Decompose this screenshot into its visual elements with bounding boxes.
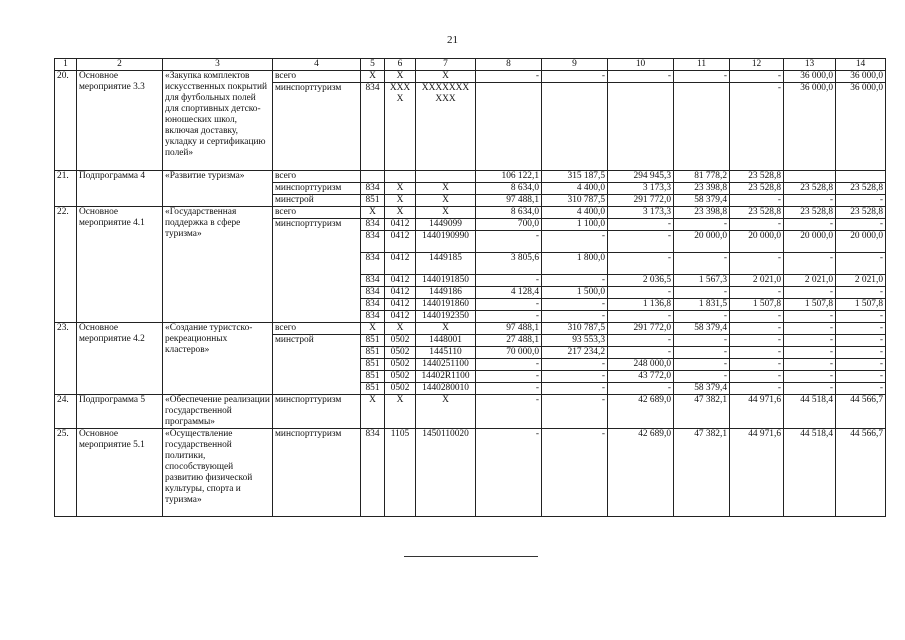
table-cell: 97 488,1 <box>476 323 542 335</box>
table-cell: 834 <box>361 183 385 195</box>
table-cell: - <box>674 347 730 359</box>
header-row <box>55 59 886 71</box>
table-cell: 2 021,0 <box>730 275 784 287</box>
table-cell: 24. <box>55 395 77 429</box>
table-cell: 0412 <box>385 253 416 275</box>
table-cell: X <box>416 183 476 195</box>
table-cell: - <box>674 371 730 383</box>
table-cell: - <box>608 335 674 347</box>
table-cell: 36 000,0 <box>784 83 836 171</box>
table-cell: - <box>730 371 784 383</box>
table-cell: - <box>476 231 542 253</box>
table-cell: - <box>730 83 784 171</box>
table-cell: - <box>674 219 730 231</box>
table-cell: 834 <box>361 299 385 311</box>
table-cell: X <box>416 195 476 207</box>
table-cell: - <box>730 253 784 275</box>
table-cell: минспорттуризм <box>273 183 361 195</box>
table-cell: - <box>476 71 542 83</box>
table-cell: - <box>784 335 836 347</box>
table-cell: 0412 <box>385 275 416 287</box>
table-cell: - <box>476 383 542 395</box>
column-header: 1 <box>55 59 77 71</box>
table-cell: Основное мероприятие 3.3 <box>77 71 163 171</box>
table-cell: X <box>385 183 416 195</box>
table-cell: 1105 <box>385 429 416 517</box>
table-cell: - <box>476 299 542 311</box>
table-cell: - <box>730 347 784 359</box>
table-cell: X <box>385 207 416 219</box>
table-cell <box>542 83 608 171</box>
table-cell: 1449099 <box>416 219 476 231</box>
column-header: 10 <box>608 59 674 71</box>
table-cell: 1440251100 <box>416 359 476 371</box>
table-cell: 851 <box>361 371 385 383</box>
table-cell: 27 488,1 <box>476 335 542 347</box>
table-cell: 4 400,0 <box>542 207 608 219</box>
table-cell: 310 787,5 <box>542 195 608 207</box>
table-cell: - <box>608 253 674 275</box>
table-cell: 4 128,4 <box>476 287 542 299</box>
table-cell: 23 528,8 <box>730 183 784 195</box>
table-cell: - <box>784 383 836 395</box>
table-row <box>55 207 886 219</box>
table-cell: 20 000,0 <box>674 231 730 253</box>
table-row <box>55 429 886 517</box>
table-cell: 106 122,1 <box>476 171 542 183</box>
table-cell: 1440280010 <box>416 383 476 395</box>
table-cell: - <box>674 335 730 347</box>
table-cell: - <box>542 71 608 83</box>
table-cell: X <box>416 71 476 83</box>
table-cell: - <box>674 311 730 323</box>
table-cell: 44 518,4 <box>784 395 836 429</box>
table-cell: 1448001 <box>416 335 476 347</box>
table-cell: - <box>542 311 608 323</box>
table-cell: всего <box>273 71 361 83</box>
table-cell: 93 553,3 <box>542 335 608 347</box>
table-cell: 20 000,0 <box>784 231 836 253</box>
table-cell: 2 021,0 <box>784 275 836 287</box>
table-cell: X <box>385 323 416 335</box>
table-cell: - <box>476 395 542 429</box>
table-cell: 70 000,0 <box>476 347 542 359</box>
table-cell: 0502 <box>385 335 416 347</box>
table-cell: - <box>836 335 886 347</box>
table-cell: 834 <box>361 253 385 275</box>
table-cell: 1449185 <box>416 253 476 275</box>
table-cell: минстрой <box>273 195 361 207</box>
table-cell: «Обеспечение реализации государственной программы» <box>163 395 273 429</box>
table-cell: 23 398,8 <box>674 207 730 219</box>
table-cell: 22. <box>55 207 77 323</box>
table-cell: 23 528,8 <box>836 183 886 195</box>
table-cell: 20. <box>55 71 77 171</box>
table-cell: минспорттуризм <box>273 395 361 429</box>
table-cell: 0412 <box>385 311 416 323</box>
table-cell: 1 800,0 <box>542 253 608 275</box>
table-cell: 0412 <box>385 287 416 299</box>
table-cell: 47 382,1 <box>674 395 730 429</box>
table-cell: 2 021,0 <box>836 275 886 287</box>
table-row <box>55 171 886 183</box>
table-cell: - <box>608 287 674 299</box>
table-cell: 14402R1100 <box>416 371 476 383</box>
table-cell: - <box>730 71 784 83</box>
table-cell: минспорттуризм <box>273 219 361 323</box>
column-header: 9 <box>542 59 608 71</box>
table-cell: X <box>361 395 385 429</box>
table-cell: - <box>476 359 542 371</box>
table-cell: - <box>608 383 674 395</box>
table-cell: 834 <box>361 219 385 231</box>
budget-table <box>54 58 886 517</box>
table-cell: 3 805,6 <box>476 253 542 275</box>
table-cell: минспорттуризм <box>273 83 361 171</box>
table-cell: 1450110020 <box>416 429 476 517</box>
table-cell: 2 036,5 <box>608 275 674 287</box>
table-cell: 1445110 <box>416 347 476 359</box>
table-cell: всего <box>273 171 361 183</box>
table-cell: - <box>730 383 784 395</box>
table-cell: 291 772,0 <box>608 323 674 335</box>
table-cell: 44 566,7 <box>836 429 886 517</box>
table-cell: X <box>385 395 416 429</box>
table-cell: 58 379,4 <box>674 383 730 395</box>
column-header: 2 <box>77 59 163 71</box>
table-cell <box>836 171 886 183</box>
table-cell: - <box>674 359 730 371</box>
table-cell: - <box>836 219 886 231</box>
table-cell: X <box>361 207 385 219</box>
table-cell: - <box>542 429 608 517</box>
table-cell: 42 689,0 <box>608 395 674 429</box>
page-number: 21 <box>447 34 458 46</box>
table-cell: 851 <box>361 335 385 347</box>
table-cell: - <box>784 311 836 323</box>
table-cell: 851 <box>361 359 385 371</box>
table-cell: - <box>730 195 784 207</box>
table-cell: X <box>385 71 416 83</box>
table-cell: 8 634,0 <box>476 183 542 195</box>
table-cell: - <box>730 219 784 231</box>
column-header: 11 <box>674 59 730 71</box>
table-cell: 1440191860 <box>416 299 476 311</box>
table-cell: 248 000,0 <box>608 359 674 371</box>
table-cell: «Осуществление государственной политики, способствующей развитию физической культуры, спорта и туризма» <box>163 429 273 517</box>
table-cell: 0502 <box>385 359 416 371</box>
table-cell: X <box>416 207 476 219</box>
table-cell: - <box>784 371 836 383</box>
table-cell: 36 000,0 <box>836 83 886 171</box>
table-cell: «Закупка комплектов искусственных покрытий для футбольных полей для спортивных детско-юношеских школ, включая доставку, укладку и сертификацию полей» <box>163 71 273 171</box>
table-cell: 1 567,3 <box>674 275 730 287</box>
table-cell: 217 234,2 <box>542 347 608 359</box>
table-cell: - <box>784 195 836 207</box>
table-cell: 20 000,0 <box>836 231 886 253</box>
table-cell: минспорттуризм <box>273 429 361 517</box>
table-cell: - <box>542 275 608 287</box>
table-cell: 1 507,8 <box>784 299 836 311</box>
table-cell: - <box>608 71 674 83</box>
table-cell: 851 <box>361 347 385 359</box>
table-cell: - <box>608 219 674 231</box>
table-cell: минстрой <box>273 335 361 395</box>
table-cell: 36 000,0 <box>836 71 886 83</box>
table-cell: X <box>361 71 385 83</box>
table-cell <box>385 171 416 183</box>
table-cell: - <box>542 383 608 395</box>
table-cell: 8 634,0 <box>476 207 542 219</box>
table-cell: 21. <box>55 171 77 207</box>
table-cell: 25. <box>55 429 77 517</box>
table-cell: 834 <box>361 231 385 253</box>
table-cell: X <box>361 323 385 335</box>
table-cell: 0412 <box>385 231 416 253</box>
table-cell: 0502 <box>385 347 416 359</box>
table-cell: X <box>385 195 416 207</box>
table-cell: 834 <box>361 429 385 517</box>
table-cell: 4 400,0 <box>542 183 608 195</box>
column-header: 8 <box>476 59 542 71</box>
table-cell: - <box>730 335 784 347</box>
table-cell: 291 772,0 <box>608 195 674 207</box>
table-row <box>55 323 886 335</box>
table-cell: - <box>674 287 730 299</box>
table-cell: 834 <box>361 275 385 287</box>
table-cell: - <box>836 347 886 359</box>
table-cell: 81 778,2 <box>674 171 730 183</box>
table-cell: - <box>784 287 836 299</box>
table-cell: 23. <box>55 323 77 395</box>
table-cell: - <box>476 371 542 383</box>
table-cell: 834 <box>361 287 385 299</box>
table-cell: 23 528,8 <box>730 171 784 183</box>
table-cell: - <box>674 71 730 83</box>
table-body <box>55 71 886 517</box>
table-cell: XXXXXXX XXX <box>416 83 476 171</box>
table-cell: Подпрограмма 5 <box>77 395 163 429</box>
table-cell: 1449186 <box>416 287 476 299</box>
footer-divider <box>404 556 538 557</box>
table-cell: 20 000,0 <box>730 231 784 253</box>
table-cell: «Создание туристско-рекреационных кластеров» <box>163 323 273 395</box>
table-row <box>55 395 886 429</box>
table-cell: - <box>542 299 608 311</box>
table-cell: 0412 <box>385 219 416 231</box>
table-cell: 44 566,7 <box>836 395 886 429</box>
table-cell: - <box>836 287 886 299</box>
table-cell: 3 173,3 <box>608 183 674 195</box>
table-cell: 834 <box>361 83 385 171</box>
table-cell <box>416 171 476 183</box>
table-cell: 851 <box>361 195 385 207</box>
table-cell <box>674 83 730 171</box>
table-cell: 42 689,0 <box>608 429 674 517</box>
table-cell: 44 518,4 <box>784 429 836 517</box>
table-cell: Основное мероприятие 4.1 <box>77 207 163 323</box>
table-cell: - <box>730 287 784 299</box>
table-cell: - <box>476 429 542 517</box>
table-cell: - <box>476 275 542 287</box>
table-cell: 23 398,8 <box>674 183 730 195</box>
column-header: 6 <box>385 59 416 71</box>
table-cell: 1440191850 <box>416 275 476 287</box>
table-cell: Основное мероприятие 4.2 <box>77 323 163 395</box>
table-cell: 315 187,5 <box>542 171 608 183</box>
table-cell: 47 382,1 <box>674 429 730 517</box>
table-cell: 0412 <box>385 299 416 311</box>
column-header: 7 <box>416 59 476 71</box>
table-cell: 0502 <box>385 383 416 395</box>
table-cell: - <box>784 347 836 359</box>
table-cell: - <box>836 195 886 207</box>
column-header: 13 <box>784 59 836 71</box>
table-cell: всего <box>273 323 361 335</box>
table-cell: 97 488,1 <box>476 195 542 207</box>
table-cell: 1 507,8 <box>836 299 886 311</box>
table-cell: 1 831,5 <box>674 299 730 311</box>
table-cell: XXX X <box>385 83 416 171</box>
table-cell: 1 100,0 <box>542 219 608 231</box>
table-cell: 44 971,6 <box>730 395 784 429</box>
table-cell: - <box>608 311 674 323</box>
table-cell: 23 528,8 <box>784 207 836 219</box>
table-cell: - <box>730 359 784 371</box>
table-cell: - <box>836 359 886 371</box>
table-cell: - <box>836 371 886 383</box>
table-cell: 1 136,8 <box>608 299 674 311</box>
table-cell: 23 528,8 <box>784 183 836 195</box>
table-cell: - <box>836 323 886 335</box>
table-cell: 23 528,8 <box>730 207 784 219</box>
column-header: 12 <box>730 59 784 71</box>
table-cell: 310 787,5 <box>542 323 608 335</box>
table-cell: - <box>608 231 674 253</box>
table-cell: - <box>476 311 542 323</box>
table-cell: - <box>674 253 730 275</box>
table-cell: X <box>416 323 476 335</box>
table-cell <box>784 171 836 183</box>
table-cell: 700,0 <box>476 219 542 231</box>
table-cell: 36 000,0 <box>784 71 836 83</box>
table-cell: Основное мероприятие 5.1 <box>77 429 163 517</box>
table-cell: - <box>730 323 784 335</box>
table-cell: - <box>784 253 836 275</box>
table-cell: 294 945,3 <box>608 171 674 183</box>
column-header: 5 <box>361 59 385 71</box>
table-cell: - <box>542 371 608 383</box>
table-cell: 23 528,8 <box>836 207 886 219</box>
table-cell: 834 <box>361 311 385 323</box>
table-cell <box>361 171 385 183</box>
table-cell: - <box>730 311 784 323</box>
table-cell: X <box>416 395 476 429</box>
table-cell: всего <box>273 207 361 219</box>
table-cell: 0502 <box>385 371 416 383</box>
column-header: 4 <box>273 59 361 71</box>
table-cell: 43 772,0 <box>608 371 674 383</box>
table-cell: 3 173,3 <box>608 207 674 219</box>
table-cell: - <box>542 231 608 253</box>
table-cell: 1440192350 <box>416 311 476 323</box>
table-cell <box>476 83 542 171</box>
table-cell: - <box>836 383 886 395</box>
table-cell: 851 <box>361 383 385 395</box>
table-cell: «Развитие туризма» <box>163 171 273 207</box>
table-cell: 1 500,0 <box>542 287 608 299</box>
table-cell: - <box>836 253 886 275</box>
table-cell: - <box>784 359 836 371</box>
column-header: 3 <box>163 59 273 71</box>
table-cell: 1 507,8 <box>730 299 784 311</box>
table-cell: 44 971,6 <box>730 429 784 517</box>
table-cell: «Государственная поддержка в сфере туризма» <box>163 207 273 323</box>
table-cell: - <box>784 219 836 231</box>
table-cell: 58 379,4 <box>674 323 730 335</box>
table-cell: 58 379,4 <box>674 195 730 207</box>
table-cell: Подпрограмма 4 <box>77 171 163 207</box>
column-header: 14 <box>836 59 886 71</box>
table-cell: - <box>784 323 836 335</box>
table-cell: 1440190990 <box>416 231 476 253</box>
table-cell: - <box>836 311 886 323</box>
table-cell: - <box>608 347 674 359</box>
table-row <box>55 71 886 83</box>
table-cell: - <box>542 395 608 429</box>
table-cell <box>608 83 674 171</box>
table-cell: - <box>542 359 608 371</box>
